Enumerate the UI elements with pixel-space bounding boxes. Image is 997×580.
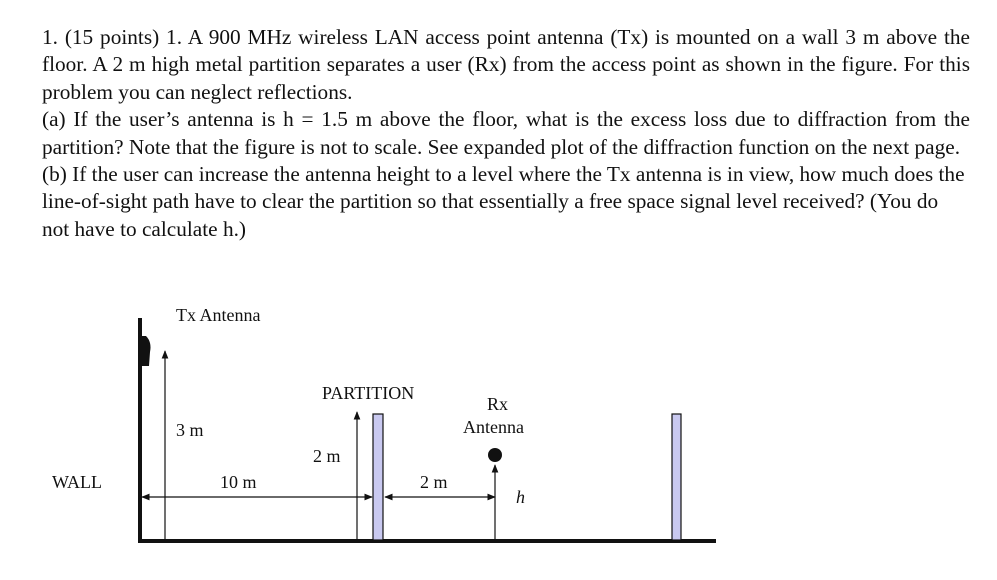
wall-to-partition-label: 10 m <box>220 472 257 492</box>
wall-label: WALL <box>52 472 102 492</box>
rx-antenna-icon <box>488 448 502 462</box>
problem-part-a: (a) If the user’s antenna is h = 1.5 m above the floor, what is the excess loss due to diffraction from the partition? Note that the figure is not to scale. See expanded plot of the diffraction function on the next page. <box>42 107 970 159</box>
right-wall-partition <box>672 414 681 540</box>
tx-height-label: 3 m <box>176 420 204 440</box>
problem-intro: 1. (15 points) 1. A 900 MHz wireless LAN access point antenna (Tx) is mounted on a wall 3 m above the floor. A 2 m high metal partition separates a user (Rx) from the access point as shown in the figure. For this problem you can neglect reflections. <box>42 25 970 104</box>
partition <box>373 414 383 540</box>
partition-height-label: 2 m <box>313 446 341 466</box>
partition-to-rx-label: 2 m <box>420 472 448 492</box>
partition-label: PARTITION <box>322 383 415 403</box>
rx-height-label: h <box>516 487 525 507</box>
rx-label: Rx <box>487 394 509 414</box>
problem-part-b: (b) If the user can increase the antenna height to a level where the Tx antenna is in view, how much does the line-of-sight path have to clear the partition so that essentially a free space signal level received? (You do not have to calculate h.) <box>42 162 965 241</box>
rx-antenna-label: Antenna <box>463 417 524 437</box>
tx-antenna-label: Tx Antenna <box>176 305 261 325</box>
tx-antenna-icon <box>140 336 151 366</box>
